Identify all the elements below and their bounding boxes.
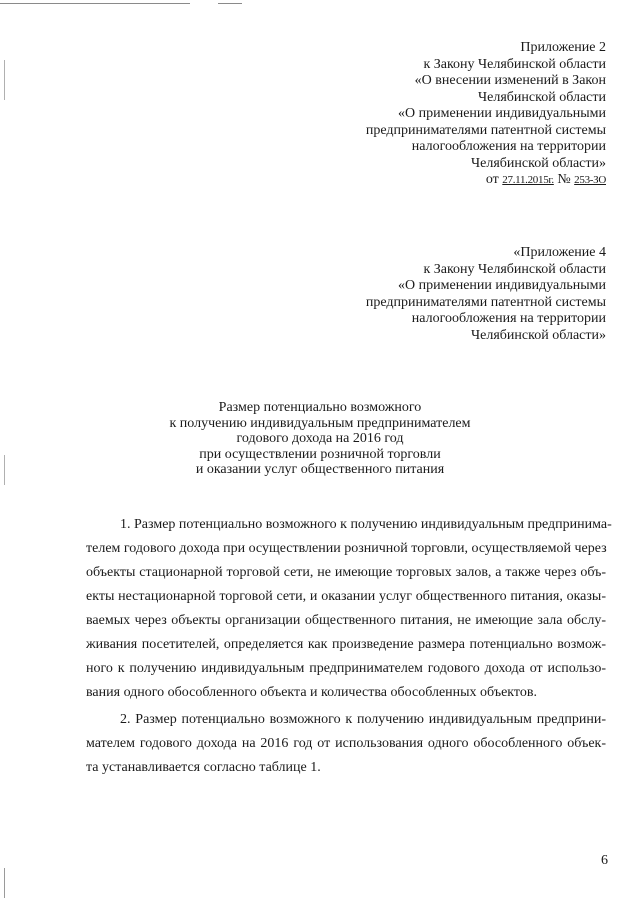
scan-artifact-left-mark-3 bbox=[4, 868, 5, 898]
date-prefix: от bbox=[485, 172, 499, 187]
paragraph-line: 2. Размер потенциально возможного к получению индивидуальным предприни- bbox=[120, 712, 606, 727]
date-number-line bbox=[366, 172, 606, 189]
title-line: и оказании услуг общественного питания bbox=[195, 462, 445, 477]
header-line: предпринимателями патентной системы bbox=[365, 294, 606, 310]
scan-artifact-top-dash bbox=[218, 3, 242, 4]
paragraph-line: екты нестационарной торговой сети, и оказании услуг общественного питания, оказы- bbox=[86, 589, 606, 604]
paragraph-line: 1. Размер потенциально возможного к получению индивидуальным предпринима- bbox=[120, 517, 612, 532]
paragraph-line: живания посетителей, определяется как произведение размера потенциально возмож- bbox=[86, 637, 606, 652]
header-line: Челябинской области» bbox=[471, 327, 606, 343]
paragraph-2 bbox=[86, 708, 606, 780]
number-value: 253-ЗО bbox=[574, 174, 606, 186]
title-line: годового дохода на 2016 год bbox=[236, 431, 404, 446]
header-line: Челябинской области» bbox=[471, 155, 606, 171]
header-line: налогообложения на территории bbox=[411, 139, 606, 154]
paragraph-line: ного к получению индивидуальным предпринимателем годового дохода от использо- bbox=[86, 661, 606, 676]
title-line: при осуществлении розничной торговли bbox=[199, 446, 441, 462]
paragraph-line: вания одного обособленного объекта и количества обособленных объектов. bbox=[86, 685, 537, 700]
scan-artifact-top-line bbox=[0, 3, 190, 4]
header-line: «О внесении изменений в Закон bbox=[414, 73, 606, 88]
title-line: к получению индивидуальным предпринимателем bbox=[169, 415, 471, 431]
header-line: налогообложения на территории bbox=[411, 311, 606, 326]
header-line: «О применении индивидуальными bbox=[398, 106, 606, 121]
header-line: «О применении индивидуальными bbox=[398, 278, 606, 293]
paragraph-line: ваемых через объекты организации общественного питания, не имеющие зала обслу- bbox=[86, 613, 606, 628]
header-line: предпринимателями патентной системы bbox=[365, 122, 606, 138]
page-number: 6 bbox=[601, 853, 608, 868]
title-line: Размер потенциально возможного bbox=[218, 400, 422, 415]
paragraph-line: телем годового дохода при осуществлении розничной торговли, осуществляемой через bbox=[86, 541, 607, 556]
paragraph-1 bbox=[86, 513, 612, 705]
header-line: Приложение 2 bbox=[520, 40, 606, 55]
document-title bbox=[0, 400, 640, 478]
appendix-4-header bbox=[366, 245, 606, 344]
header-line: Челябинской области bbox=[478, 89, 606, 105]
date-value: 27.11.2015г. bbox=[502, 174, 554, 186]
header-line: к Закону Челябинской области bbox=[423, 56, 606, 72]
paragraph-line: та устанавливается согласно таблице 1. bbox=[86, 760, 321, 775]
number-prefix: № bbox=[557, 172, 571, 187]
scan-artifact-left-mark-1 bbox=[4, 60, 5, 100]
header-line: к Закону Челябинской области bbox=[423, 261, 606, 277]
header-line: «Приложение 4 bbox=[513, 245, 606, 260]
paragraph-line: объекты стационарной торговой сети, не имеющие торговых залов, а также через объ- bbox=[86, 565, 606, 580]
paragraph-line: мателем годового дохода на 2016 год от использования одного обособленного объек- bbox=[86, 736, 606, 751]
appendix-2-header bbox=[366, 40, 606, 189]
